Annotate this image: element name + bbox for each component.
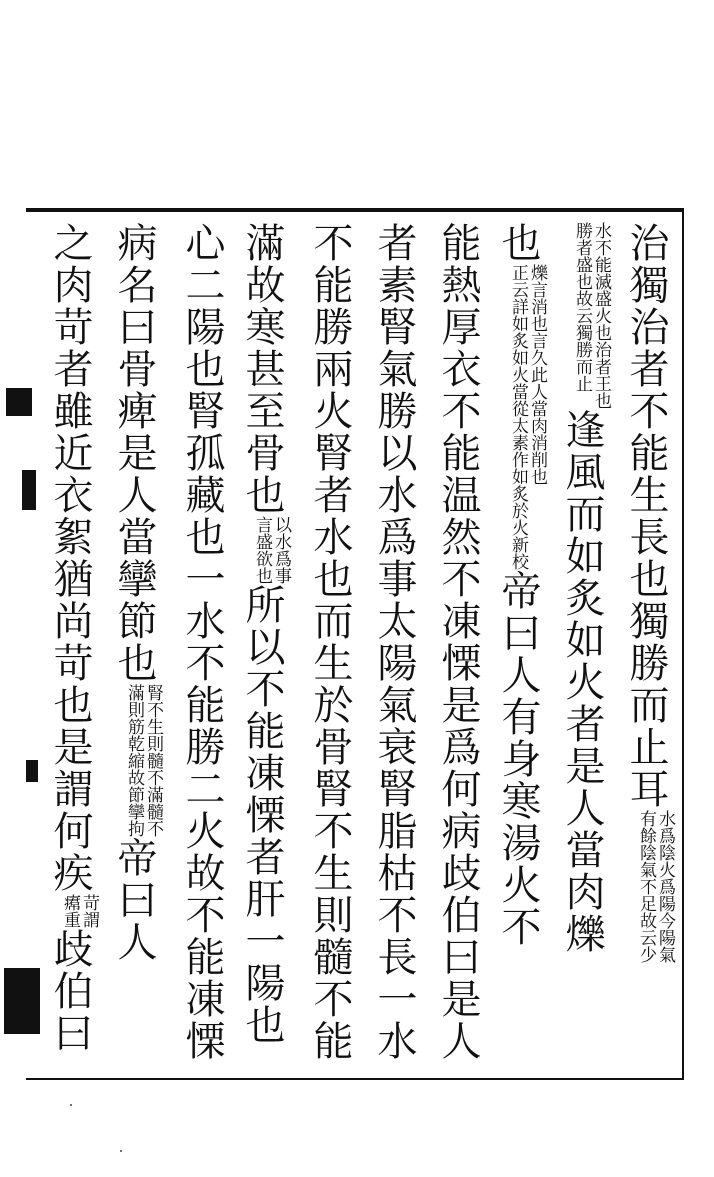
commentary-note	[508, 264, 546, 536]
commentary-line: 𤸷重	[60, 894, 80, 928]
commentary-line: 水不能滅盛火也治者王也	[591, 222, 611, 409]
main-text: 歧伯曰	[47, 928, 93, 1054]
commentary-line: 腎不生則髓不滿髓不	[143, 684, 163, 837]
main-text: 帝曰人	[111, 837, 157, 963]
text-column-2	[558, 222, 610, 955]
commentary-line: 爍言消也言久此人當肉消削也	[527, 264, 547, 485]
paper-speck	[120, 1150, 122, 1152]
collation-mark: 新校	[508, 536, 528, 570]
text-column-10	[46, 222, 98, 1054]
commentary-line: 水爲陰火爲陽今陽氣	[655, 810, 675, 963]
main-text: 治獨治者不能生長也獨勝而止耳	[623, 222, 669, 810]
text-column-5	[370, 222, 418, 1062]
main-text: 心二陽也腎孤藏也一水不能勝二火故不能凍慄	[179, 222, 225, 1062]
main-text: 所以不能凍慄者肝一陽也	[239, 584, 285, 1046]
commentary-note	[60, 894, 98, 928]
commentary-line: 正云詳如炙如火當從太素作如炙於火	[508, 264, 528, 536]
main-text: 逢風而如炙如火者是人當肉爍	[559, 409, 605, 955]
text-column-9	[110, 222, 162, 963]
text-column-4	[434, 222, 482, 1062]
main-text: 滿故寒甚至骨也	[239, 222, 285, 516]
commentary-note	[636, 810, 674, 963]
commentary-note	[252, 516, 290, 584]
main-text: 者素腎氣勝以水爲事太陽氣衰腎脂枯不長一水	[371, 222, 417, 1062]
main-text: 能熱厚衣不能温然不凍慄是爲何病歧伯曰是人	[435, 222, 481, 1062]
commentary-note	[572, 222, 610, 409]
main-text: 帝曰人有身寒湯火不	[495, 570, 541, 948]
main-text: 之肉苛者雖近衣絮猶尚苛也是謂何疾	[47, 222, 93, 894]
commentary-line: 滿則筋乾縮故節攣拘	[124, 684, 144, 837]
commentary-line: 勝者盛也故云獨勝而止	[572, 222, 592, 392]
commentary-note	[124, 684, 162, 837]
text-column-8	[178, 222, 226, 1062]
commentary-line: 有餘陰氣不足故云少	[636, 810, 656, 963]
paper-speck	[70, 1104, 72, 1106]
text-column-3	[494, 222, 546, 948]
commentary-line: 言盛欲也	[252, 516, 272, 584]
main-text: 病名曰骨痺是人當攣節也	[111, 222, 157, 684]
commentary-line: 苛謂	[79, 894, 99, 928]
commentary-line: 以水爲事	[271, 516, 291, 584]
text-column-1	[622, 222, 674, 963]
text-column-7	[238, 222, 290, 1046]
main-text: 不能勝兩火腎者水也而生於骨腎不生則髓不能	[307, 222, 353, 1062]
text-column-6	[306, 222, 354, 1062]
bottom-rule	[26, 1078, 684, 1080]
main-text: 也	[495, 222, 541, 264]
